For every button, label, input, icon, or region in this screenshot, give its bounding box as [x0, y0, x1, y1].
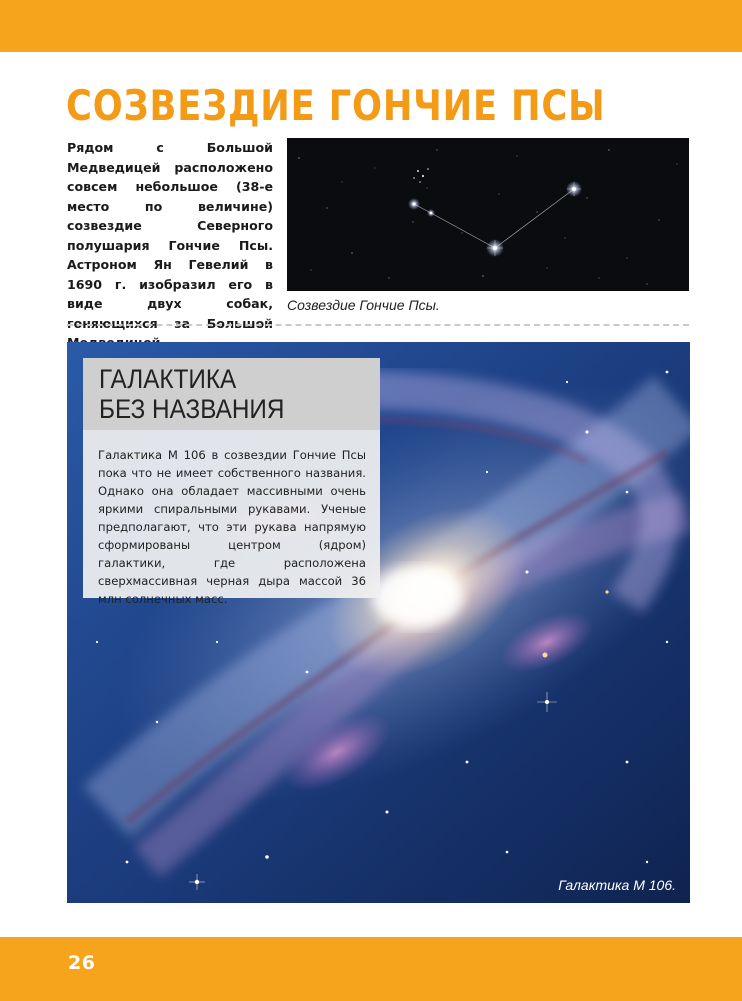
info-heading-line2: БЕЗ НАЗВАНИЯ: [99, 394, 285, 424]
info-heading-line1: ГАЛАКТИКА: [99, 364, 237, 394]
info-box-heading: [99, 364, 284, 424]
galaxy-caption: Галактика М 106.: [558, 877, 676, 893]
intro-paragraph: Рядом с Большой Медведицей расположено совсем небольшое (38-е место по величине) созвездие Северного полушария Гончие Псы. Астроном Ян Гевелий в 1690 г. изобразил его в виде двух собак, гоняющихся за Большой: [67, 140, 273, 331]
constellation-caption: Созвездие Гончие Псы.: [287, 297, 440, 313]
top-color-band: [0, 0, 742, 52]
dashed-divider: [67, 324, 689, 326]
info-box-header: [83, 358, 380, 430]
constellation-photo: [287, 138, 689, 291]
page-title: СОЗВЕЗДИЕ ГОНЧИЕ ПСЫ: [66, 81, 606, 130]
page-number: 26: [68, 952, 96, 974]
bottom-color-band: [0, 937, 742, 1001]
info-box-text: Галактика М 106 в созвездии Гончие Псы пока что не имеет собственного названия. Однако она обладает массивными очень яркими спиральными рукавами. Ученые предполагают, что эти рукава напрямую сформированы центром (ядром) галактики, где расположена сверхмассивная черная дыра массой 36 млн солнечных масс.: [98, 448, 366, 606]
constellation-starfield: [287, 138, 689, 291]
galaxy-info-box: [83, 358, 380, 606]
